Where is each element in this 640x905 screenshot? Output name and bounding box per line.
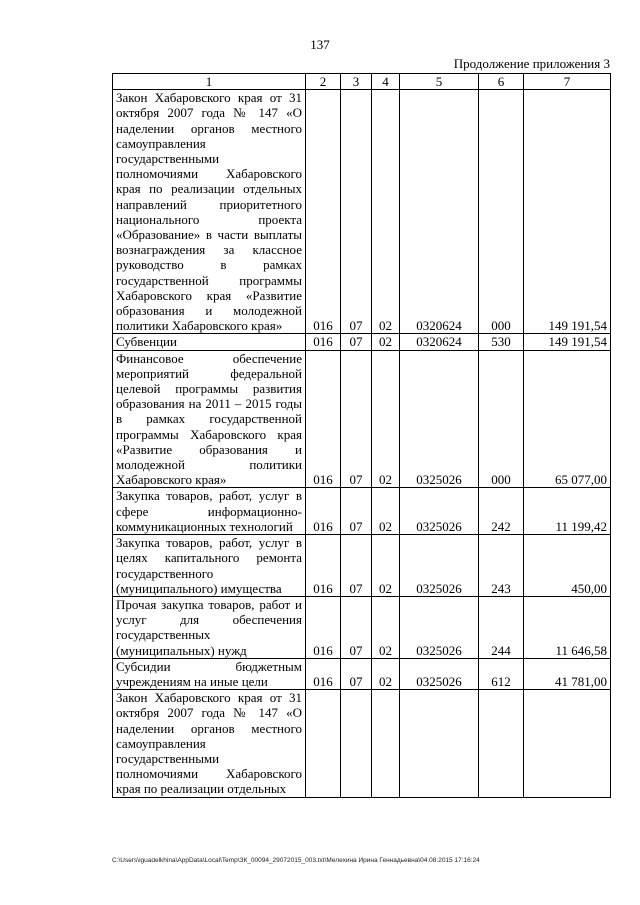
header-cell: 2 xyxy=(306,74,341,90)
cell-ministry: 016 xyxy=(306,350,341,488)
row-description: Субсидии бюджетным учреждениям на иные цели xyxy=(113,658,306,689)
cell-ministry xyxy=(306,690,341,797)
cell-amount: 450,00 xyxy=(524,535,611,597)
header-cell: 6 xyxy=(479,74,524,90)
cell-subsection: 02 xyxy=(372,350,400,488)
row-description: Закон Хабаровского края от 31 октября 2007 года № 147 «О наделении органов местного самоуправления государственными полномочиями Хабаровского края по реализации отдельных направлений приоритетного национального проекта «Образование» в части выплаты вознаграждения за классное руководство в рамках государственной программы Хабаровского края «Развитие образования и молодежной политики Хабаровского края» xyxy=(113,90,306,334)
cell-expense-type: 242 xyxy=(479,488,524,535)
cell-subsection: 02 xyxy=(372,488,400,535)
file-path-footer: C:\Users\iguadelkhina\AppData\Local\Temp\ЗК_00094_29072015_003.txt\Мелехина Ирина Геннадьевна\04.08.2015 17:16:24 xyxy=(112,857,480,864)
cell-ministry: 016 xyxy=(306,90,341,334)
cell-target-article: 0325026 xyxy=(400,658,479,689)
cell-amount: 11 646,58 xyxy=(524,596,611,658)
cell-target-article: 0325026 xyxy=(400,596,479,658)
row-description: Закон Хабаровского края от 31 октября 2007 года № 147 «О наделении органов местного самоуправления государственными полномочиями Хабаровского края по реализации отдельных xyxy=(113,690,306,797)
table-row xyxy=(113,350,611,488)
cell-section: 07 xyxy=(341,658,372,689)
cell-amount: 149 191,54 xyxy=(524,90,611,334)
appendix-continuation-label: Продолжение приложения 3 xyxy=(453,56,610,71)
cell-amount: 41 781,00 xyxy=(524,658,611,689)
cell-expense-type: 530 xyxy=(479,334,524,350)
row-description: Закупка товаров, работ, услуг в целях капитального ремонта государственного (муниципального) имущества xyxy=(113,535,306,597)
table-row xyxy=(113,690,611,797)
budget-table xyxy=(112,73,611,798)
cell-target-article: 0320624 xyxy=(400,334,479,350)
cell-ministry: 016 xyxy=(306,334,341,350)
cell-section: 07 xyxy=(341,350,372,488)
cell-expense-type: 000 xyxy=(479,90,524,334)
cell-subsection xyxy=(372,690,400,797)
cell-amount: 65 077,00 xyxy=(524,350,611,488)
row-description: Прочая закупка товаров, работ и услуг для обеспечения государственных (муниципальных) нужд xyxy=(113,596,306,658)
cell-section: 07 xyxy=(341,596,372,658)
cell-section: 07 xyxy=(341,90,372,334)
cell-section: 07 xyxy=(341,488,372,535)
cell-target-article: 0325026 xyxy=(400,488,479,535)
cell-expense-type: 612 xyxy=(479,658,524,689)
row-description: Субвенции xyxy=(113,334,306,350)
cell-subsection: 02 xyxy=(372,535,400,597)
cell-subsection: 02 xyxy=(372,596,400,658)
header-cell: 7 xyxy=(524,74,611,90)
header-cell: 4 xyxy=(372,74,400,90)
cell-expense-type xyxy=(479,690,524,797)
cell-expense-type: 000 xyxy=(479,350,524,488)
row-description: Финансовое обеспечение мероприятий федеральной целевой программы развития образования на 2011 – 2015 годы в рамках государственной программы Хабаровского края «Развитие образования и молодежной политики Хабаровского края» xyxy=(113,350,306,488)
header-cell: 1 xyxy=(113,74,306,90)
cell-target-article xyxy=(400,690,479,797)
cell-expense-type: 243 xyxy=(479,535,524,597)
cell-expense-type: 244 xyxy=(479,596,524,658)
page-number: 137 xyxy=(310,37,330,52)
table-row xyxy=(113,90,611,334)
table-row xyxy=(113,488,611,535)
cell-ministry: 016 xyxy=(306,596,341,658)
table-row xyxy=(113,658,611,689)
cell-amount: 149 191,54 xyxy=(524,334,611,350)
cell-target-article: 0325026 xyxy=(400,350,479,488)
cell-amount xyxy=(524,690,611,797)
header-cell: 5 xyxy=(400,74,479,90)
header-cell: 3 xyxy=(341,74,372,90)
cell-subsection: 02 xyxy=(372,90,400,334)
table-row xyxy=(113,535,611,597)
cell-ministry: 016 xyxy=(306,658,341,689)
table-header-row xyxy=(113,74,611,90)
cell-subsection: 02 xyxy=(372,334,400,350)
table-row xyxy=(113,334,611,350)
cell-ministry: 016 xyxy=(306,535,341,597)
table-row xyxy=(113,596,611,658)
cell-section: 07 xyxy=(341,535,372,597)
cell-section: 07 xyxy=(341,334,372,350)
row-description: Закупка товаров, работ, услуг в сфере информационно-коммуникационных технологий xyxy=(113,488,306,535)
cell-target-article: 0320624 xyxy=(400,90,479,334)
cell-amount: 11 199,42 xyxy=(524,488,611,535)
cell-ministry: 016 xyxy=(306,488,341,535)
cell-subsection: 02 xyxy=(372,658,400,689)
cell-target-article: 0325026 xyxy=(400,535,479,597)
cell-section xyxy=(341,690,372,797)
